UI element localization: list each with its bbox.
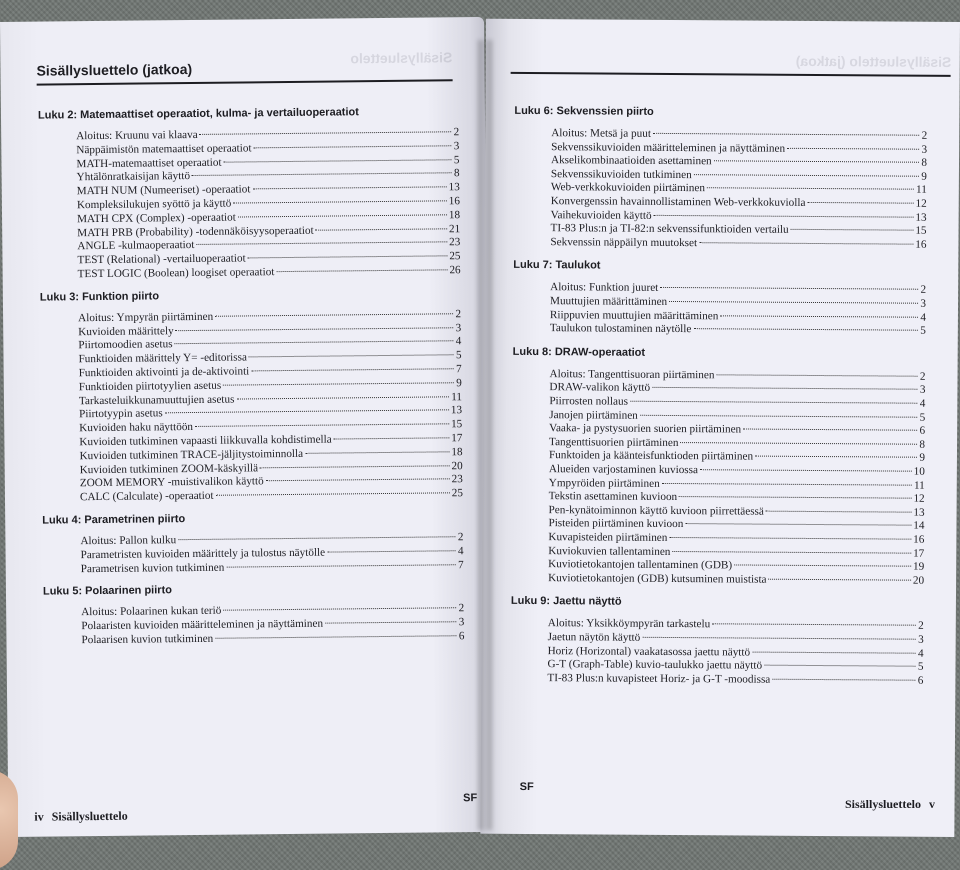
toc-page-number: 6 bbox=[458, 630, 465, 643]
toc-entry-label: DRAW-valikon käyttö bbox=[549, 381, 651, 395]
toc-page-number: 2 bbox=[919, 370, 926, 383]
toc-entry-label: Tarkasteluikkunamuuttujien asetus bbox=[78, 393, 235, 407]
toc-page-number: 20 bbox=[451, 459, 463, 472]
toc-entry-label: CALC (Calculate) -operaatiot bbox=[79, 489, 214, 504]
toc-entry-label: Kuvioiden haku näyttöön bbox=[79, 421, 194, 435]
toc-entry-label: Kuvioiden tutkiminen TRACE-jäljitystoiminnolla bbox=[79, 447, 304, 462]
left-footer-title: Sisällysluettelo bbox=[51, 808, 128, 824]
toc-page-number: 3 bbox=[921, 143, 928, 156]
chapter-heading: Luku 7: Taulukot bbox=[513, 259, 601, 272]
dot-leader bbox=[316, 228, 447, 230]
toc-page-number: 16 bbox=[913, 533, 925, 546]
toc-entry-label: Aloitus: Polaarinen kukan teriö bbox=[81, 605, 222, 619]
toc-entry-label: TEST (Relational) -vertailuoperaatiot bbox=[77, 252, 246, 267]
dot-leader bbox=[216, 493, 450, 496]
toc-page-number: 2 bbox=[458, 602, 465, 615]
dot-leader bbox=[755, 456, 917, 458]
dot-leader bbox=[699, 242, 913, 244]
toc-entry-label: ANGLE -kulmaoperaatiot bbox=[77, 239, 195, 253]
toc-page-number: 18 bbox=[448, 208, 461, 222]
toc-page-number: 21 bbox=[448, 222, 461, 235]
toc-entry-label: Parametristen kuvioiden määrittely ja tulostus näytölle bbox=[80, 546, 326, 561]
toc-entry-label: G-T (Graph-Table) kuvio-taulukko jaettu näyttö bbox=[547, 658, 763, 672]
dot-leader bbox=[680, 442, 917, 445]
toc-entry-label: Alueiden varjostaminen kuviossa bbox=[548, 463, 699, 477]
right-page bbox=[480, 19, 960, 837]
toc-entry-label: Parametrisen kuvion tutkiminen bbox=[80, 561, 225, 575]
chapter-heading: Luku 3: Funktion piirto bbox=[39, 290, 160, 304]
dot-leader bbox=[700, 469, 912, 471]
toc-entry-label: Pisteiden piirtäminen kuvioon bbox=[548, 517, 684, 531]
toc-entry-label: Riippuvien muuttujien määrittäminen bbox=[549, 308, 719, 322]
toc-entry-label: Aloitus: Metsä ja puut bbox=[551, 127, 652, 140]
toc-entry bbox=[80, 487, 463, 504]
toc-page-number: 8 bbox=[453, 167, 460, 180]
toc-page-number: 15 bbox=[450, 418, 463, 431]
toc-entry-label: Aloitus: Funktion juuret bbox=[550, 281, 659, 295]
dot-leader bbox=[707, 188, 914, 190]
toc-entry-label: Web-verkkokuvioiden piirtäminen bbox=[550, 181, 706, 195]
dot-leader bbox=[215, 635, 457, 639]
left-page bbox=[0, 17, 493, 837]
toc-page-number: 3 bbox=[920, 297, 927, 310]
toc-entry-label: Sekvenssikuvioiden tutkiminen bbox=[550, 167, 692, 181]
toc-page-number: 20 bbox=[912, 574, 925, 587]
dot-leader bbox=[714, 160, 920, 162]
toc-page-number: 2 bbox=[457, 531, 464, 544]
dot-leader bbox=[787, 147, 919, 149]
toc-entry-label: MATH-matemaattiset operaatiot bbox=[76, 156, 222, 170]
toc-page-number: 2 bbox=[455, 307, 462, 321]
toc-page-number: 23 bbox=[449, 236, 461, 249]
dot-leader bbox=[196, 242, 447, 246]
toc-page-number: 2 bbox=[920, 284, 927, 297]
toc-page-number: 4 bbox=[455, 335, 462, 348]
dot-leader bbox=[224, 159, 452, 162]
toc-page-number: 5 bbox=[455, 349, 462, 362]
toc-page-number: 13 bbox=[913, 506, 925, 519]
dot-leader bbox=[192, 173, 452, 177]
toc-entry bbox=[548, 572, 924, 588]
toc-page-number: 7 bbox=[456, 363, 462, 376]
left-page-footer bbox=[34, 809, 128, 825]
dot-leader bbox=[260, 465, 449, 468]
dot-leader bbox=[654, 214, 914, 217]
toc-entry-label: Sekvenssikuvioiden määritteleminen ja näyttäminen bbox=[551, 140, 786, 155]
dot-leader bbox=[716, 374, 917, 376]
dot-leader bbox=[662, 483, 912, 486]
toc-page-number: 17 bbox=[451, 432, 463, 445]
toc-page-number: 14 bbox=[913, 520, 925, 533]
toc-page-number: 4 bbox=[919, 397, 926, 410]
toc-page-number: 10 bbox=[913, 465, 925, 478]
toc-entry-label: Kuvapisteiden piirtäminen bbox=[548, 531, 668, 544]
chapter-heading: Luku 9: Jaettu näyttö bbox=[510, 595, 622, 609]
dot-leader bbox=[195, 424, 449, 428]
toc-page-number: 2 bbox=[453, 126, 460, 139]
toc-entry-label: MATH NUM (Numeeriset) -operaatiot bbox=[76, 183, 251, 198]
toc-page-number: 3 bbox=[919, 384, 926, 397]
chapter-heading: Luku 8: DRAW-operaatiot bbox=[512, 345, 646, 359]
dot-leader bbox=[807, 202, 913, 204]
dot-leader bbox=[791, 229, 914, 231]
dot-leader bbox=[334, 437, 450, 439]
toc-page-number: 13 bbox=[448, 181, 460, 194]
dot-leader bbox=[669, 537, 911, 540]
dot-leader bbox=[752, 651, 916, 653]
dot-leader bbox=[325, 621, 457, 623]
toc-entry-label: Kompleksilukujen syöttö ja käyttö bbox=[76, 197, 232, 212]
dot-leader bbox=[215, 313, 453, 316]
toc-page-number: 15 bbox=[915, 224, 927, 237]
right-header-rule bbox=[511, 72, 951, 77]
dot-leader bbox=[327, 550, 456, 552]
dot-leader bbox=[176, 327, 454, 331]
toc-entry bbox=[547, 672, 923, 688]
toc-entry-label: Yhtälönratkaisijan käyttö bbox=[76, 170, 191, 184]
toc-page-number: 9 bbox=[919, 452, 925, 465]
toc-entry-label: Vaihekuvioiden käyttö bbox=[550, 208, 652, 222]
toc-page-number: 2 bbox=[918, 620, 924, 633]
toc-page-number: 3 bbox=[918, 633, 924, 646]
toc-entry-label: Kuviotietokantojen (GDB) kutsuminen muistista bbox=[548, 571, 767, 586]
toc-entry-label: Aloitus: Ympyrän piirtäminen bbox=[78, 310, 214, 324]
dot-leader bbox=[679, 496, 911, 499]
dot-leader bbox=[642, 637, 916, 640]
dot-leader bbox=[653, 133, 920, 136]
toc-page-number: 3 bbox=[453, 139, 460, 153]
toc-entry-label: Janojen piirtäminen bbox=[549, 408, 638, 422]
toc-entry-label: Kuviokuvien tallentaminen bbox=[548, 544, 671, 558]
toc-entry-label: Kuvioiden tutkiminen vapaasti liikkuvalla kohdistimella bbox=[79, 433, 332, 449]
toc-entry bbox=[81, 559, 464, 576]
dot-leader bbox=[178, 536, 456, 540]
left-page-header: Sisällysluettelo (jatkoa) bbox=[36, 60, 193, 79]
toc-entry bbox=[81, 630, 464, 647]
toc-entry-label: MATH PRB (Probability) -todennäköisyysoperaatiot bbox=[77, 224, 314, 239]
dot-leader bbox=[305, 451, 449, 454]
toc-page-number: 9 bbox=[921, 170, 927, 183]
toc-page-number: 5 bbox=[919, 411, 926, 424]
toc-page-number: 17 bbox=[913, 547, 925, 560]
dot-leader bbox=[743, 429, 917, 431]
toc-page-number: 5 bbox=[917, 660, 924, 673]
toc-entry-label: Polaaristen kuvioiden määritteleminen ja näyttäminen bbox=[81, 617, 324, 633]
toc-page-number: 4 bbox=[917, 647, 924, 660]
toc-entry-label: MATH CPX (Complex) -operaatiot bbox=[77, 211, 236, 226]
toc-entry-label: Polaarisen kuvion tutkiminen bbox=[81, 632, 214, 647]
dot-leader bbox=[693, 328, 918, 331]
toc-entry bbox=[550, 236, 926, 252]
toc-page-number: 3 bbox=[458, 616, 465, 629]
dot-leader bbox=[712, 624, 916, 626]
toc-page-number: 5 bbox=[453, 153, 460, 166]
dot-leader bbox=[175, 341, 454, 345]
toc-entry bbox=[550, 322, 926, 338]
toc-entry-label: Piirrosten nollaus bbox=[549, 395, 629, 408]
right-page-number: v bbox=[929, 797, 936, 811]
dot-leader bbox=[720, 315, 918, 317]
toc-page-number: 19 bbox=[912, 560, 925, 573]
dot-leader bbox=[694, 174, 920, 177]
toc-page-number: 16 bbox=[448, 195, 460, 208]
toc-page-number: 5 bbox=[920, 324, 926, 337]
book-gutter bbox=[478, 40, 492, 830]
bleed-through-text: Sisällysluettelo bbox=[350, 49, 453, 67]
dot-leader bbox=[233, 200, 446, 203]
toc-page-number: 9 bbox=[456, 376, 462, 390]
right-page-footer bbox=[845, 797, 935, 812]
toc-page-number: 8 bbox=[919, 438, 926, 451]
toc-entry-label: ZOOM MEMORY -muistivalikon käyttö bbox=[79, 475, 264, 490]
toc-entry-label: TI-83 Plus:n ja TI-82:n sekvenssifunktioiden vertailu bbox=[550, 222, 789, 236]
chapter-heading: Luku 6: Sekvenssien piirto bbox=[514, 104, 654, 118]
toc-entry-label: Konvergenssin havainnollistaminen Web-verkkokuviolla bbox=[550, 195, 806, 209]
chapter-heading: Luku 2: Matemaattiset operaatiot, kulma- ja vertailuoperaatiot bbox=[37, 106, 359, 122]
chapter-heading: Luku 5: Polaarinen piirto bbox=[42, 584, 172, 598]
toc-entry-label: Sekvenssin näppäilyn muutokset bbox=[550, 235, 698, 249]
toc-page-number: 3 bbox=[455, 321, 462, 334]
toc-entry-label: Tekstin asettaminen kuvioon bbox=[548, 490, 678, 504]
right-footer-title: Sisällysluettelo bbox=[845, 797, 922, 811]
toc-entry-label: Vaaka- ja pystysuorien suorien piirtäminen bbox=[549, 422, 742, 436]
dot-leader bbox=[685, 523, 911, 526]
toc-entry-label: Aloitus: Kruunu vai klaava bbox=[76, 128, 198, 143]
dot-leader bbox=[252, 187, 446, 190]
toc-entry-label: Kuvioiden määrittely bbox=[78, 324, 174, 338]
dot-leader bbox=[660, 287, 918, 290]
toc-entry-label: Piirtomoodien asetus bbox=[78, 338, 173, 352]
dot-leader bbox=[223, 608, 456, 611]
toc-page-number: 6 bbox=[917, 674, 924, 687]
dot-leader bbox=[254, 145, 452, 148]
dot-leader bbox=[276, 269, 447, 272]
toc-page-number: 11 bbox=[913, 479, 925, 492]
dot-leader bbox=[734, 565, 911, 567]
dot-leader bbox=[251, 368, 454, 371]
toc-page-number: 25 bbox=[449, 250, 461, 263]
toc-page-number: 4 bbox=[457, 544, 464, 558]
toc-page-number: 6 bbox=[919, 424, 926, 437]
dot-leader bbox=[640, 414, 918, 417]
left-edition-mark: SF bbox=[463, 792, 478, 805]
toc-entry-label: Kuviotietokantojen tallentaminen (GDB) bbox=[548, 558, 733, 572]
dot-leader bbox=[669, 301, 918, 304]
toc-entry bbox=[78, 264, 461, 281]
dot-leader bbox=[769, 578, 911, 580]
toc-page-number: 18 bbox=[451, 445, 463, 459]
toc-entry-label: Horiz (Horizontal) vaakatasossa jaettu näyttö bbox=[547, 644, 751, 659]
toc-page-number: 7 bbox=[458, 558, 464, 571]
toc-entry-label: Taulukon tulostaminen näytölle bbox=[549, 322, 692, 336]
bleed-through-text-right: Sisällysluettelo (jatkoa) bbox=[795, 52, 952, 70]
dot-leader bbox=[238, 214, 447, 217]
toc-entry-label: Näppäimistön matemaattiset operaatiot bbox=[76, 142, 252, 157]
dot-leader bbox=[772, 679, 916, 681]
dot-leader bbox=[249, 354, 454, 357]
chapter-heading: Luku 4: Parametrinen piirto bbox=[42, 513, 186, 527]
toc-entry-label: Ympyröiden piirtäminen bbox=[548, 476, 660, 490]
toc-page-number: 12 bbox=[915, 197, 927, 210]
toc-page-number: 13 bbox=[915, 211, 927, 224]
toc-entry-label: Funktioiden piirtotyylien asetus bbox=[78, 379, 222, 393]
toc-page-number: 12 bbox=[913, 492, 925, 505]
toc-entry-label: Muuttujien määrittäminen bbox=[549, 295, 668, 308]
toc-entry-label: TEST LOGIC (Boolean) loogiset operaatiot bbox=[77, 266, 275, 281]
toc-entry-label: Funktioiden määrittely Y= -editorissa bbox=[78, 351, 247, 366]
toc-entry-label: Tangenttisuorien piirtäminen bbox=[549, 435, 679, 449]
toc-entry-label: Jaetun näytön käyttö bbox=[547, 631, 641, 644]
dot-leader bbox=[672, 551, 911, 554]
dot-leader bbox=[266, 479, 450, 482]
left-page-number: iv bbox=[34, 809, 44, 824]
toc-entry-label: Aloitus: Pallon kulku bbox=[80, 534, 177, 548]
toc-entry-label: Funktioiden aktivointi ja de-aktivointi bbox=[78, 365, 250, 380]
toc-page-number: 13 bbox=[450, 404, 463, 417]
left-header-rule bbox=[37, 79, 453, 85]
toc-page-number: 23 bbox=[451, 473, 463, 486]
dot-leader bbox=[236, 396, 449, 399]
toc-page-number: 16 bbox=[915, 238, 927, 251]
toc-entry-label: Akselikombinaatioiden asettaminen bbox=[550, 154, 712, 168]
open-book bbox=[0, 22, 960, 837]
dot-leader bbox=[630, 401, 918, 404]
dot-leader bbox=[165, 410, 449, 414]
dot-leader bbox=[652, 387, 918, 390]
toc-page-number: 11 bbox=[451, 390, 463, 403]
dot-leader bbox=[766, 510, 911, 512]
toc-entry-label: Piirtotyypin asetus bbox=[79, 407, 163, 421]
toc-page-number: 4 bbox=[920, 311, 926, 324]
toc-entry-label: Funktoiden ja käänteisfunktioden piirtäminen bbox=[548, 449, 754, 463]
toc-page-number: 25 bbox=[451, 487, 464, 500]
dot-leader bbox=[248, 256, 448, 259]
toc-page-number: 11 bbox=[916, 184, 927, 197]
dot-leader bbox=[223, 382, 454, 385]
toc-entry-label: Kuvioiden tutkiminen ZOOM-käskyillä bbox=[79, 461, 259, 476]
toc-page-number: 8 bbox=[921, 156, 928, 169]
toc-entry-label: Aloitus: Yksikköympyrän tarkastelu bbox=[547, 617, 711, 631]
dot-leader bbox=[226, 564, 456, 567]
dot-leader bbox=[200, 131, 452, 135]
toc-page-number: 2 bbox=[921, 129, 928, 142]
toc-entry-label: Pen-kynätoiminnon käyttö kuvioon piirrettäessä bbox=[548, 503, 764, 518]
toc-entry-label: Aloitus: Tangenttisuoran piirtäminen bbox=[549, 367, 715, 382]
toc-entry-label: TI-83 Plus:n kuvapisteet Horiz- ja G-T -moodissa bbox=[547, 671, 771, 686]
right-edition-mark: SF bbox=[519, 780, 534, 794]
dot-leader bbox=[764, 665, 916, 667]
toc-page-number: 26 bbox=[449, 264, 461, 277]
